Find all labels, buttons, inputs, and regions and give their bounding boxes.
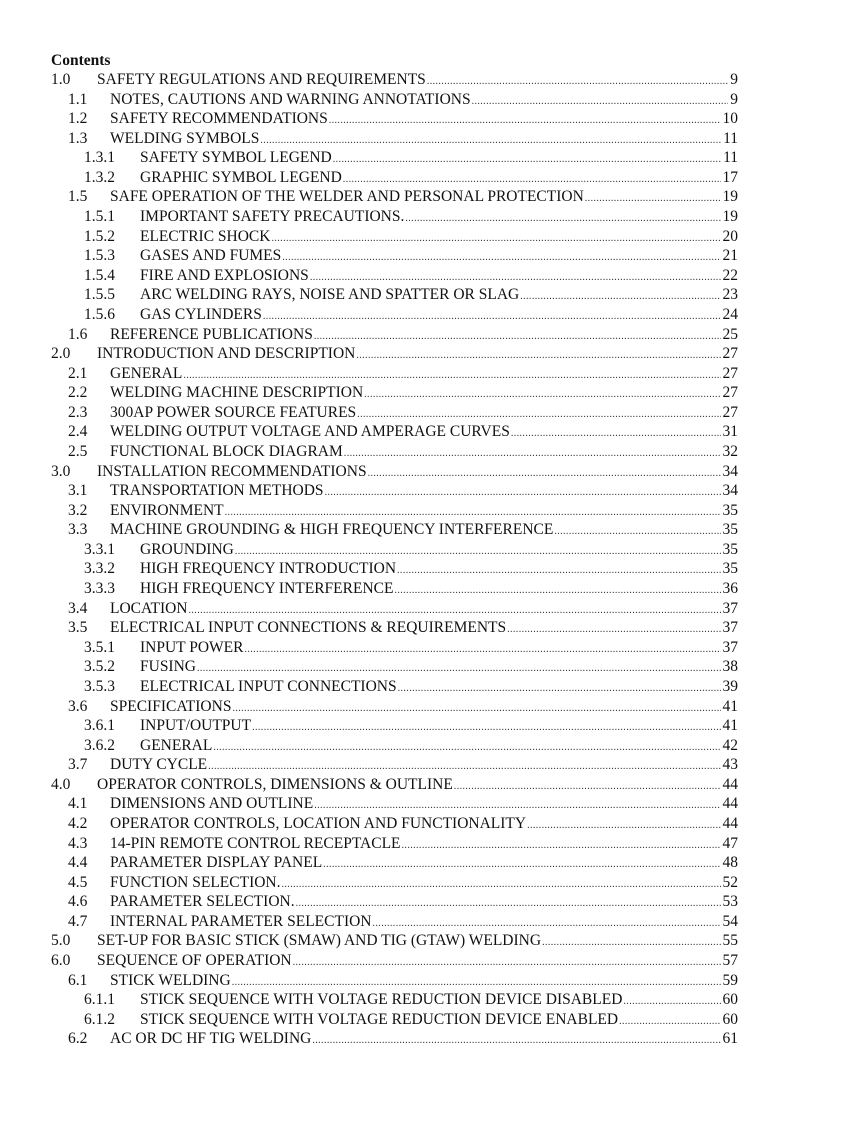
toc-entry-title: SAFE OPERATION OF THE WELDER AND PERSONAL PROTECTION <box>110 188 584 206</box>
toc-entry-line <box>97 462 738 484</box>
toc-entry-line <box>140 227 738 249</box>
toc-entry-page-number: 22 <box>722 266 738 284</box>
toc-entry-line <box>140 677 738 699</box>
toc-entry[interactable] <box>0 834 866 854</box>
toc-entry[interactable] <box>0 187 866 207</box>
toc-entry-page-number: 57 <box>722 952 738 970</box>
toc-entry-page-number: 60 <box>722 991 738 1009</box>
toc-entry[interactable] <box>0 971 866 991</box>
toc-entry-line <box>110 442 738 464</box>
toc-entry-page-number: 36 <box>722 580 738 598</box>
toc-entry-number: 1.5.6 <box>84 305 115 323</box>
toc-entry-number: 4.1 <box>68 795 88 813</box>
toc-entry-page-number: 32 <box>722 442 738 460</box>
toc-entry[interactable] <box>0 794 866 814</box>
toc-entry-page-number: 20 <box>722 227 738 245</box>
toc-entry[interactable] <box>0 755 866 775</box>
toc-entry[interactable] <box>0 90 866 110</box>
toc-entry-line <box>140 148 738 170</box>
toc-entry-page-number: 10 <box>722 110 738 128</box>
toc-entry-page-number: 39 <box>722 677 738 695</box>
toc-entry-line <box>140 1010 738 1032</box>
toc-entry-title: TRANSPORTATION METHODS <box>110 482 324 500</box>
toc-entry-title: OPERATOR CONTROLS, DIMENSIONS & OUTLINE <box>97 775 453 793</box>
toc-entry-line <box>140 559 738 581</box>
toc-entry[interactable] <box>0 246 866 266</box>
toc-entry-number: 6.1 <box>68 971 88 989</box>
toc-entry-line <box>110 403 738 425</box>
contents-title: Contents <box>51 52 111 69</box>
toc-entry[interactable] <box>0 227 866 247</box>
toc-entry-page-number: 37 <box>722 599 738 617</box>
toc-entry-number: 3.4 <box>68 599 88 617</box>
toc-entry-page-number: 43 <box>722 756 738 774</box>
toc-entry-title: HIGH FREQUENCY INTRODUCTION <box>140 560 397 578</box>
toc-entry-line <box>110 109 738 131</box>
toc-entry-number: 2.3 <box>68 403 88 421</box>
toc-entry-number: 4.4 <box>68 854 88 872</box>
toc-entry-line <box>110 599 738 621</box>
toc-entry[interactable] <box>0 873 866 893</box>
toc-entry-title: SAFETY REGULATIONS AND REQUIREMENTS <box>97 71 426 88</box>
toc-entry[interactable] <box>0 1029 866 1049</box>
toc-entry[interactable] <box>0 951 866 971</box>
toc-entry-title: AC OR DC HF TIG WELDING <box>110 1030 312 1048</box>
toc-entry-page-number: 60 <box>722 1010 738 1028</box>
toc-entry-title: HIGH FREQUENCY INTERFERENCE <box>140 580 394 598</box>
toc-entry-title: FUNCTION SELECTION. <box>110 873 281 891</box>
toc-entry-number: 1.5.3 <box>84 247 115 265</box>
toc-entry-number: 1.3 <box>68 129 88 147</box>
toc-entry-page-number: 37 <box>722 638 738 656</box>
toc-entry-number: 1.3.1 <box>84 149 115 167</box>
toc-entry-title: INTRODUCTION AND DESCRIPTION <box>97 345 356 363</box>
toc-entry[interactable] <box>0 383 866 403</box>
toc-entry-title: OPERATOR CONTROLS, LOCATION AND FUNCTIONALITY <box>110 814 527 832</box>
toc-entry[interactable] <box>0 697 866 717</box>
toc-entry-line <box>110 383 738 405</box>
toc-entry[interactable] <box>0 364 866 384</box>
toc-entry-title: SAFETY RECOMMENDATIONS <box>110 110 328 128</box>
toc-entry-number: 3.3.2 <box>84 560 115 578</box>
toc-entry-page-number: 52 <box>722 873 738 891</box>
toc-entry-title: STICK SEQUENCE WITH VOLTAGE REDUCTION DEVICE ENABLED <box>140 1010 619 1028</box>
toc-entry-number: 3.6 <box>68 697 88 715</box>
toc-entry-title: LOCATION <box>110 599 188 617</box>
toc-entry[interactable] <box>0 207 866 227</box>
toc-entry-number: 1.3.2 <box>84 168 115 186</box>
toc-entry-page-number: 35 <box>722 540 738 558</box>
toc-entry-line <box>140 657 738 679</box>
toc-entry-line <box>97 775 738 797</box>
toc-entry-number: 1.5.1 <box>84 208 115 226</box>
toc-entry-line <box>140 990 738 1012</box>
toc-entry-title: SEQUENCE OF OPERATION <box>97 952 292 970</box>
toc-entry-line <box>110 697 738 719</box>
toc-entry[interactable] <box>0 501 866 521</box>
toc-entry-number: 3.6.2 <box>84 736 115 754</box>
toc-entry-title: INTERNAL PARAMETER SELECTION <box>110 912 372 930</box>
toc-entry[interactable] <box>0 403 866 423</box>
toc-entry[interactable] <box>0 775 866 795</box>
toc-entry-number: 6.0 <box>51 952 71 970</box>
toc-entry-number: 3.3.3 <box>84 580 115 598</box>
toc-entry-line <box>140 266 738 288</box>
toc-entry-line <box>140 638 738 660</box>
toc-entry[interactable] <box>0 618 866 638</box>
toc-entry-page-number: 23 <box>722 286 738 304</box>
toc-entry-page-number: 54 <box>722 912 738 930</box>
toc-entry[interactable] <box>0 70 866 90</box>
toc-entry[interactable] <box>0 168 866 188</box>
toc-entry-title: INPUT POWER <box>140 638 244 656</box>
dot-leader <box>312 1031 720 1051</box>
toc-entry-line <box>140 579 738 601</box>
toc-entry[interactable] <box>0 344 866 364</box>
toc-entry-page-number: 34 <box>722 482 738 500</box>
toc-entry-line <box>110 853 738 875</box>
toc-entry-title: FIRE AND EXPLOSIONS <box>140 266 309 284</box>
toc-entry-number: 5.0 <box>51 932 71 950</box>
toc-entry[interactable] <box>0 305 866 325</box>
toc-entry-title: ENVIRONMENT <box>110 501 224 519</box>
toc-entry-page-number: 34 <box>722 462 738 480</box>
toc-entry-line <box>140 168 738 190</box>
toc-entry-number: 1.5.5 <box>84 286 115 304</box>
toc-entry-line <box>140 207 738 229</box>
toc-entry-line <box>110 481 738 503</box>
toc-entry-line <box>110 892 738 914</box>
toc-entry-number: 3.3.1 <box>84 540 115 558</box>
toc-entry-title: DUTY CYCLE <box>110 756 208 774</box>
toc-entry-number: 4.7 <box>68 912 88 930</box>
toc-entry[interactable] <box>0 677 866 697</box>
toc-entry-line <box>110 618 738 640</box>
toc-entry-line <box>110 1029 738 1051</box>
toc-entry-page-number: 55 <box>722 932 738 950</box>
toc-entry-page-number: 27 <box>722 364 738 382</box>
toc-entry-title: GAS CYLINDERS <box>140 305 262 323</box>
toc-entry[interactable] <box>0 912 866 932</box>
toc-entry-line <box>110 520 738 542</box>
toc-entry-page-number: 48 <box>722 854 738 872</box>
toc-entry-number: 6.1.2 <box>84 1010 115 1028</box>
toc-entry-number: 4.0 <box>51 775 71 793</box>
toc-entry-number: 3.3 <box>68 521 88 539</box>
toc-entry-title: WELDING OUTPUT VOLTAGE AND AMPERAGE CURVES <box>110 423 510 441</box>
toc-entry-title: ELECTRICAL INPUT CONNECTIONS <box>140 677 397 695</box>
toc-entry-number: 1.5 <box>68 188 88 206</box>
toc-entry-line <box>97 931 738 953</box>
toc-entry-title: WELDING SYMBOLS <box>110 129 260 147</box>
toc-entry-page-number: 31 <box>722 423 738 441</box>
toc-entry-number: 1.6 <box>68 325 88 343</box>
toc-entry-line <box>110 90 738 112</box>
toc-entry-number: 1.5.4 <box>84 266 115 284</box>
toc-entry-title: 300AP POWER SOURCE FEATURES <box>110 403 357 421</box>
toc-entry-page-number: 41 <box>722 717 738 735</box>
toc-entry-line <box>140 305 738 327</box>
toc-entry[interactable] <box>0 325 866 345</box>
toc-entry-page-number: 27 <box>722 345 738 363</box>
toc-entry-page-number: 19 <box>722 188 738 206</box>
toc-entry-title: PARAMETER SELECTION. <box>110 893 295 911</box>
toc-entry[interactable] <box>0 462 866 482</box>
toc-entry-page-number: 19 <box>722 208 738 226</box>
toc-entry-line <box>110 325 738 347</box>
toc-entry[interactable] <box>0 442 866 462</box>
toc-entry-page-number: 11 <box>723 149 738 167</box>
toc-entry-page-number: 17 <box>722 168 738 186</box>
toc-entry-number: 2.1 <box>68 364 88 382</box>
toc-entry[interactable] <box>0 736 866 756</box>
toc-entry-title: 14-PIN REMOTE CONTROL RECEPTACLE <box>110 834 401 852</box>
toc-entry-title: FUSING <box>140 658 196 676</box>
toc-entry-line <box>110 422 738 444</box>
toc-entry-number: 2.0 <box>51 345 71 363</box>
toc-entry-page-number: 21 <box>722 247 738 265</box>
toc-entry-number: 3.0 <box>51 462 71 480</box>
toc-entry-line <box>110 364 738 386</box>
toc-entry-line <box>110 834 738 856</box>
toc-entry[interactable] <box>0 1010 866 1030</box>
toc-entry-number: 1.5.2 <box>84 227 115 245</box>
toc-entry-number: 3.2 <box>68 501 88 519</box>
toc-entry-page-number: 61 <box>722 1030 738 1048</box>
toc-entry[interactable] <box>0 559 866 579</box>
toc-entry[interactable] <box>0 814 866 834</box>
toc-entry[interactable] <box>0 599 866 619</box>
toc-entry-page-number: 24 <box>722 305 738 323</box>
toc-entry-page-number: 44 <box>722 775 738 793</box>
toc-entry-number: 1.1 <box>68 90 88 108</box>
toc-entry-page-number: 53 <box>722 893 738 911</box>
toc-entry[interactable] <box>0 853 866 873</box>
toc-entry-number: 3.6.1 <box>84 717 115 735</box>
toc-entry-number: 1.0 <box>51 71 71 88</box>
toc-entry-page-number: 9 <box>730 71 738 88</box>
toc-entry-title: SET-UP FOR BASIC STICK (SMAW) AND TIG (GTAW) WELDING <box>97 932 542 950</box>
toc-entry-line <box>110 755 738 777</box>
toc-entry-page-number: 44 <box>722 795 738 813</box>
toc-entry-line <box>97 70 738 92</box>
toc-entry[interactable] <box>0 520 866 540</box>
toc-entry[interactable] <box>0 638 866 658</box>
toc-entry-title: GROUNDING <box>140 540 234 558</box>
toc-entry-page-number: 35 <box>722 521 738 539</box>
toc-entry-number: 2.4 <box>68 423 88 441</box>
toc-entry-number: 3.5 <box>68 619 88 637</box>
toc-entry-line <box>110 129 738 151</box>
toc-entry-line <box>110 814 738 836</box>
toc-entry-title: PARAMETER DISPLAY PANEL <box>110 854 323 872</box>
toc-entry-page-number: 47 <box>722 834 738 852</box>
toc-entry[interactable] <box>0 931 866 951</box>
toc-entry-title: SPECIFICATIONS <box>110 697 232 715</box>
table-of-contents <box>0 70 866 1049</box>
toc-entry[interactable] <box>0 266 866 286</box>
toc-entry-number: 4.3 <box>68 834 88 852</box>
toc-entry-page-number: 27 <box>722 403 738 421</box>
toc-entry-page-number: 37 <box>722 619 738 637</box>
toc-entry-number: 2.2 <box>68 384 88 402</box>
toc-entry[interactable] <box>0 109 866 129</box>
toc-entry-title: STICK WELDING <box>110 971 231 989</box>
toc-entry-page-number: 44 <box>722 814 738 832</box>
toc-entry-title: WELDING MACHINE DESCRIPTION <box>110 384 364 402</box>
toc-entry-number: 4.2 <box>68 814 88 832</box>
toc-entry-page-number: 41 <box>722 697 738 715</box>
toc-entry-line <box>97 344 738 366</box>
toc-entry-title: DIMENSIONS AND OUTLINE <box>110 795 314 813</box>
toc-entry-number: 3.5.1 <box>84 638 115 656</box>
toc-entry-number: 6.2 <box>68 1030 88 1048</box>
toc-entry-number: 3.7 <box>68 756 88 774</box>
toc-entry-page-number: 11 <box>723 129 738 147</box>
toc-entry-title: GASES AND FUMES <box>140 247 282 265</box>
toc-entry-line <box>110 187 738 209</box>
toc-entry[interactable] <box>0 285 866 305</box>
toc-entry-page-number: 59 <box>722 971 738 989</box>
toc-entry-title: GENERAL <box>110 364 183 382</box>
toc-entry[interactable] <box>0 579 866 599</box>
toc-entry-line <box>140 285 738 307</box>
toc-entry-page-number: 38 <box>722 658 738 676</box>
toc-entry-title: INSTALLATION RECOMMENDATIONS <box>97 462 367 480</box>
toc-entry-number: 3.5.3 <box>84 677 115 695</box>
toc-entry-page-number: 42 <box>722 736 738 754</box>
toc-entry-line <box>140 246 738 268</box>
toc-entry-number: 6.1.1 <box>84 991 115 1009</box>
toc-entry-line <box>140 736 738 758</box>
toc-entry-line <box>110 971 738 993</box>
toc-entry-title: REFERENCE PUBLICATIONS <box>110 325 313 343</box>
toc-entry-page-number: 9 <box>730 90 738 108</box>
toc-entry-title: NOTES, CAUTIONS AND WARNING ANNOTATIONS <box>110 90 471 108</box>
toc-entry-number: 3.1 <box>68 482 88 500</box>
toc-entry-line <box>110 873 738 895</box>
toc-entry-line <box>140 716 738 738</box>
toc-entry-line <box>140 540 738 562</box>
toc-entry-title: MACHINE GROUNDING & HIGH FREQUENCY INTERFERENCE <box>110 521 554 539</box>
toc-entry-title: IMPORTANT SAFETY PRECAUTIONS. <box>140 208 405 226</box>
toc-entry[interactable] <box>0 422 866 442</box>
toc-entry-number: 4.6 <box>68 893 88 911</box>
toc-entry[interactable] <box>0 657 866 677</box>
toc-entry-title: ARC WELDING RAYS, NOISE AND SPATTER OR SLAG <box>140 286 520 304</box>
toc-entry-number: 2.5 <box>68 442 88 460</box>
toc-entry-title: GENERAL <box>140 736 213 754</box>
toc-entry-page-number: 35 <box>722 560 738 578</box>
toc-entry-line <box>110 912 738 934</box>
toc-entry-page-number: 35 <box>722 501 738 519</box>
toc-entry-title: STICK SEQUENCE WITH VOLTAGE REDUCTION DEVICE DISABLED <box>140 991 623 1009</box>
toc-entry[interactable] <box>0 892 866 912</box>
toc-entry-line <box>97 951 738 973</box>
toc-entry-page-number: 27 <box>722 384 738 402</box>
toc-entry[interactable] <box>0 129 866 149</box>
toc-entry-number: 1.2 <box>68 110 88 128</box>
toc-entry[interactable] <box>0 148 866 168</box>
toc-entry-number: 3.5.2 <box>84 658 115 676</box>
toc-entry-page-number: 25 <box>722 325 738 343</box>
toc-entry-title: SAFETY SYMBOL LEGEND <box>140 149 332 167</box>
toc-entry-line <box>110 794 738 816</box>
toc-entry[interactable] <box>0 540 866 560</box>
toc-entry[interactable] <box>0 716 866 736</box>
toc-entry-number: 4.5 <box>68 873 88 891</box>
toc-entry-title: ELECTRICAL INPUT CONNECTIONS & REQUIREMENTS <box>110 619 507 637</box>
toc-entry[interactable] <box>0 990 866 1010</box>
toc-entry-title: FUNCTIONAL BLOCK DIAGRAM <box>110 442 343 460</box>
toc-entry[interactable] <box>0 481 866 501</box>
toc-entry-title: GRAPHIC SYMBOL LEGEND <box>140 168 342 186</box>
toc-entry-title: INPUT/OUTPUT <box>140 717 252 735</box>
toc-entry-line <box>110 501 738 523</box>
toc-entry-title: ELECTRIC SHOCK <box>140 227 271 245</box>
